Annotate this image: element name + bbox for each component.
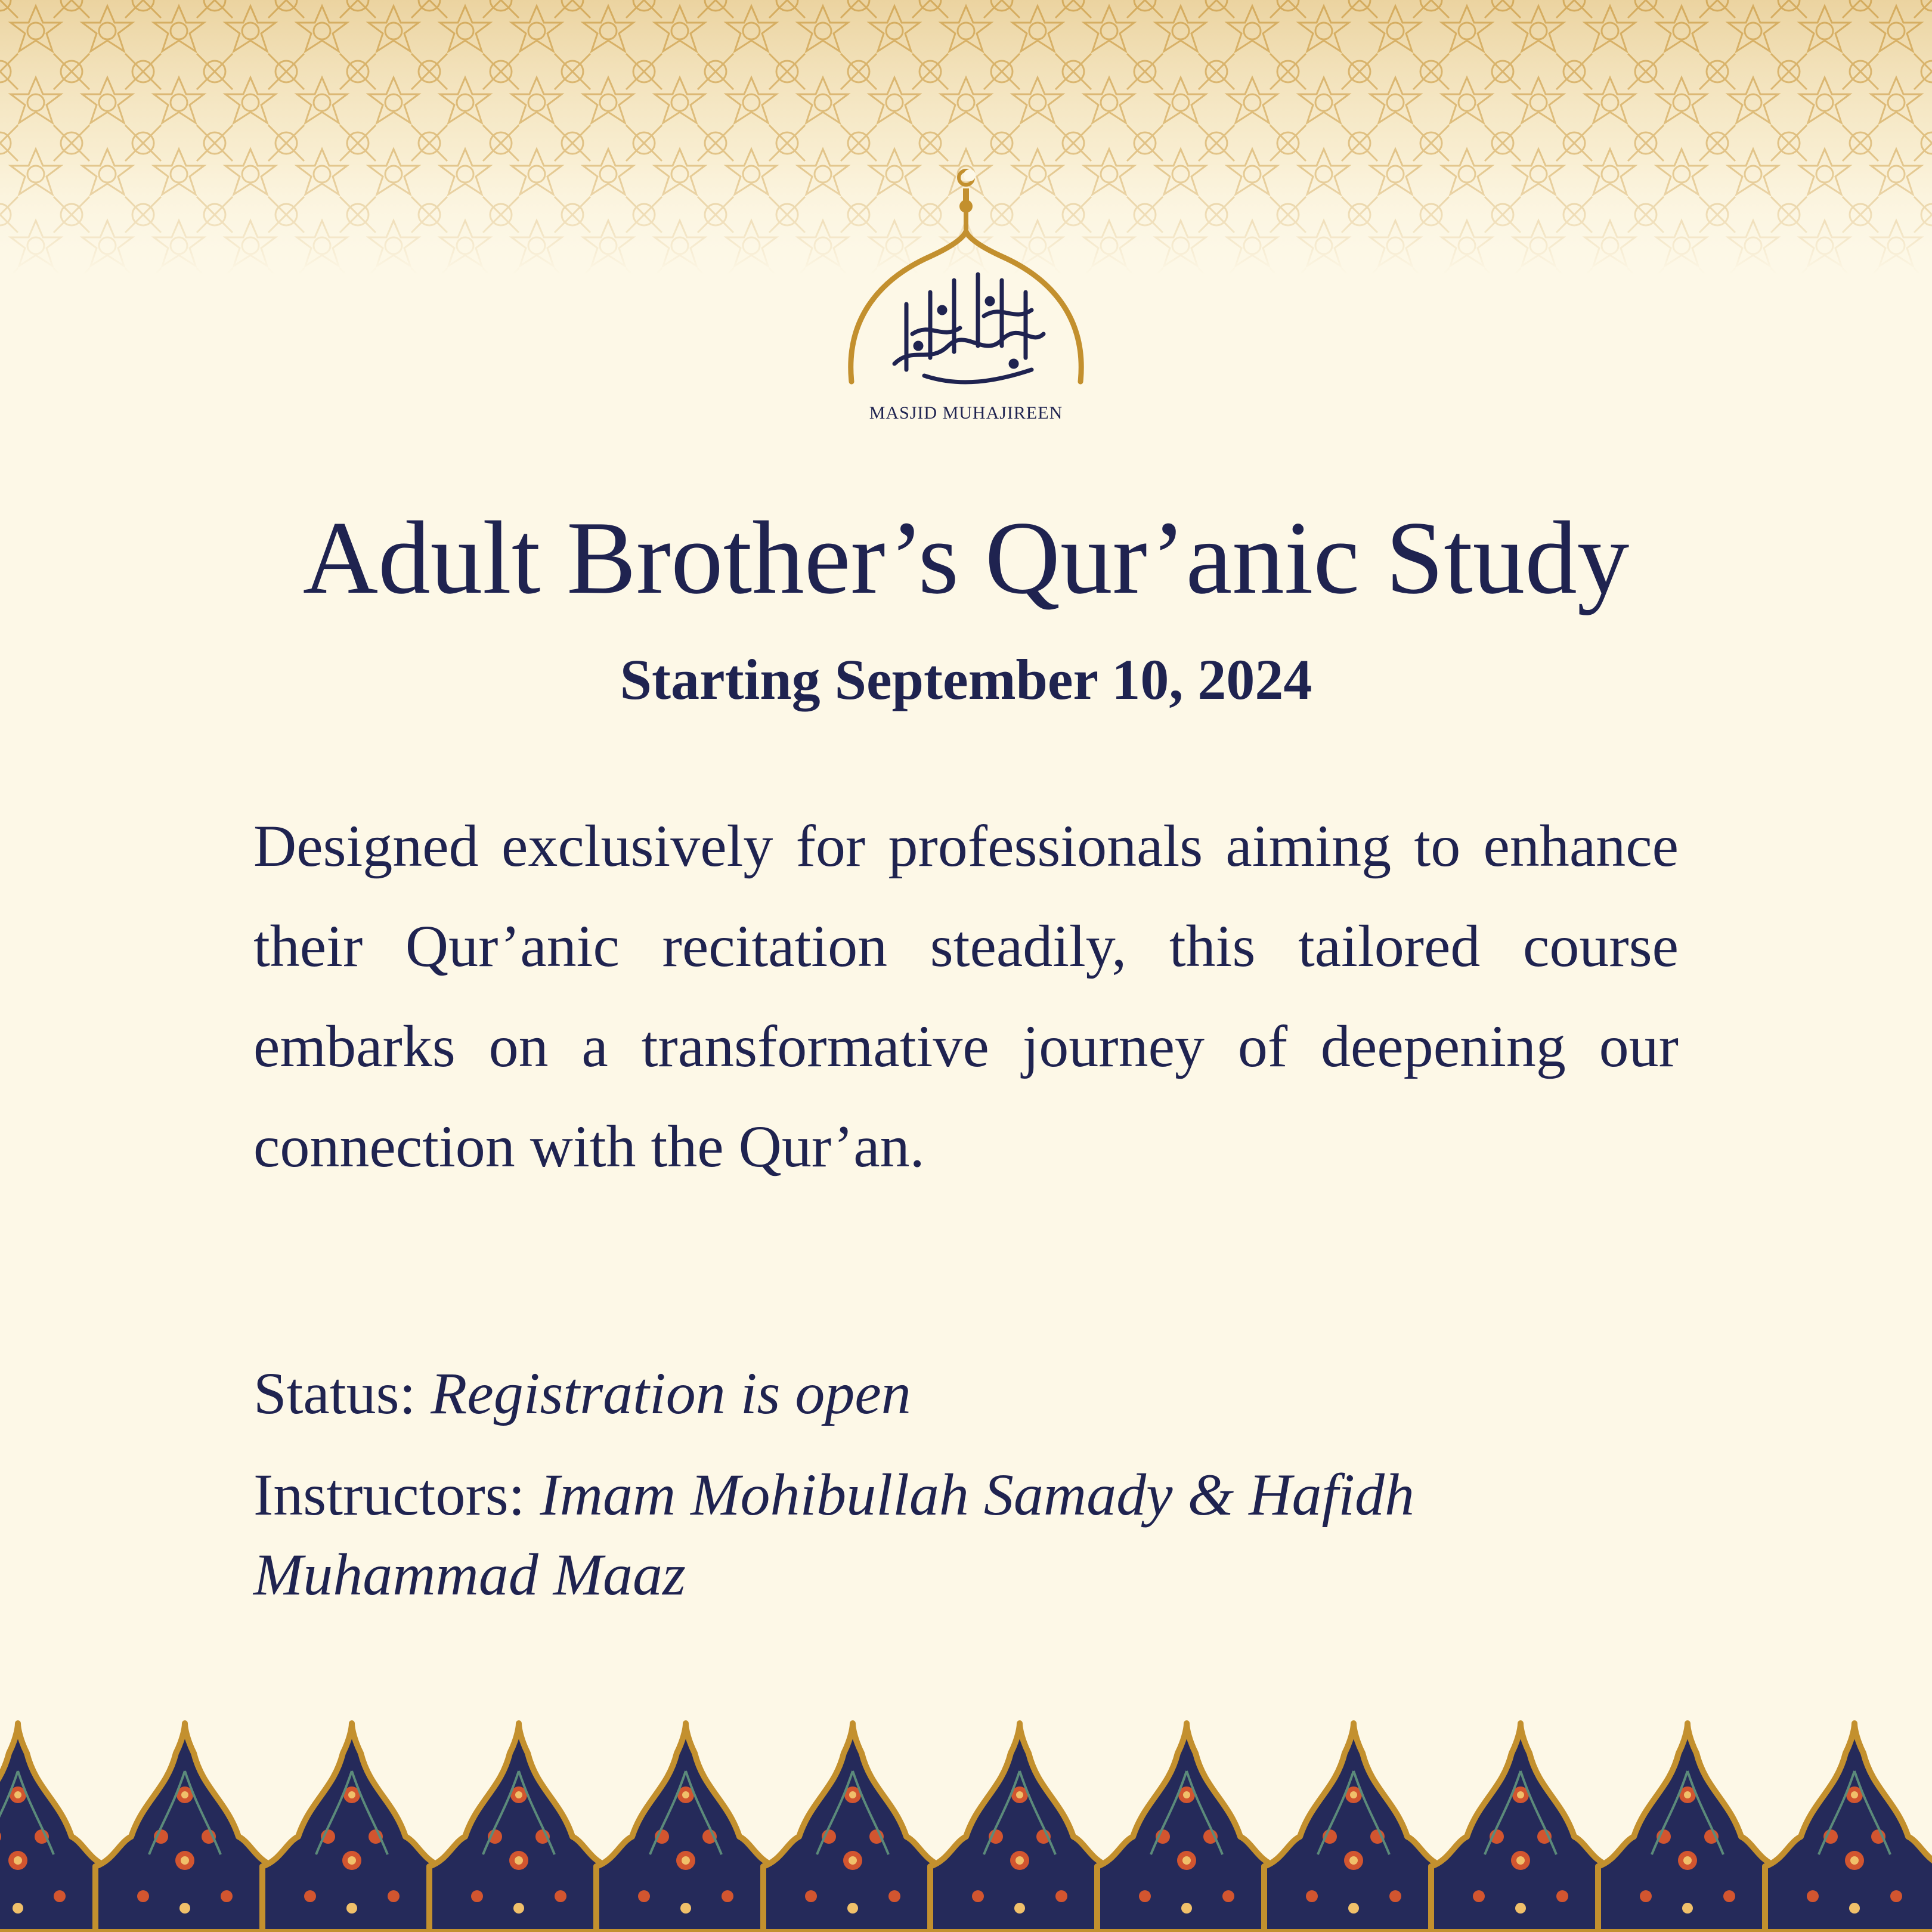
crescent-finial-icon (959, 169, 976, 234)
course-description: Designed exclusively for professionals aiming to enhance their Qur’anic recitation steadily, this tailored course embarks on a transformative journey of deepening our connection with the Qur’an. (253, 813, 1679, 1179)
start-date: Starting September 10, 2024 (620, 648, 1312, 711)
masjid-logo (841, 167, 1091, 435)
instructors-line (253, 1455, 1685, 1615)
dome-outline-icon (851, 231, 1081, 382)
logo-caption: MASJID MUHAJIREEN (869, 403, 1063, 423)
instructors-value: Imam Mohibullah Samady & Hafidh Muhammad Maaz (253, 1462, 1415, 1608)
instructors-label: Instructors: (253, 1462, 525, 1528)
page-title: Adult Brother’s Qur’anic Study (302, 500, 1630, 615)
status-line (253, 1354, 1685, 1433)
status-value: Registration is open (431, 1360, 911, 1426)
floral-arch-border (0, 1717, 1932, 1932)
status-label: Status: (253, 1360, 416, 1426)
arabic-calligraphy (894, 274, 1044, 382)
